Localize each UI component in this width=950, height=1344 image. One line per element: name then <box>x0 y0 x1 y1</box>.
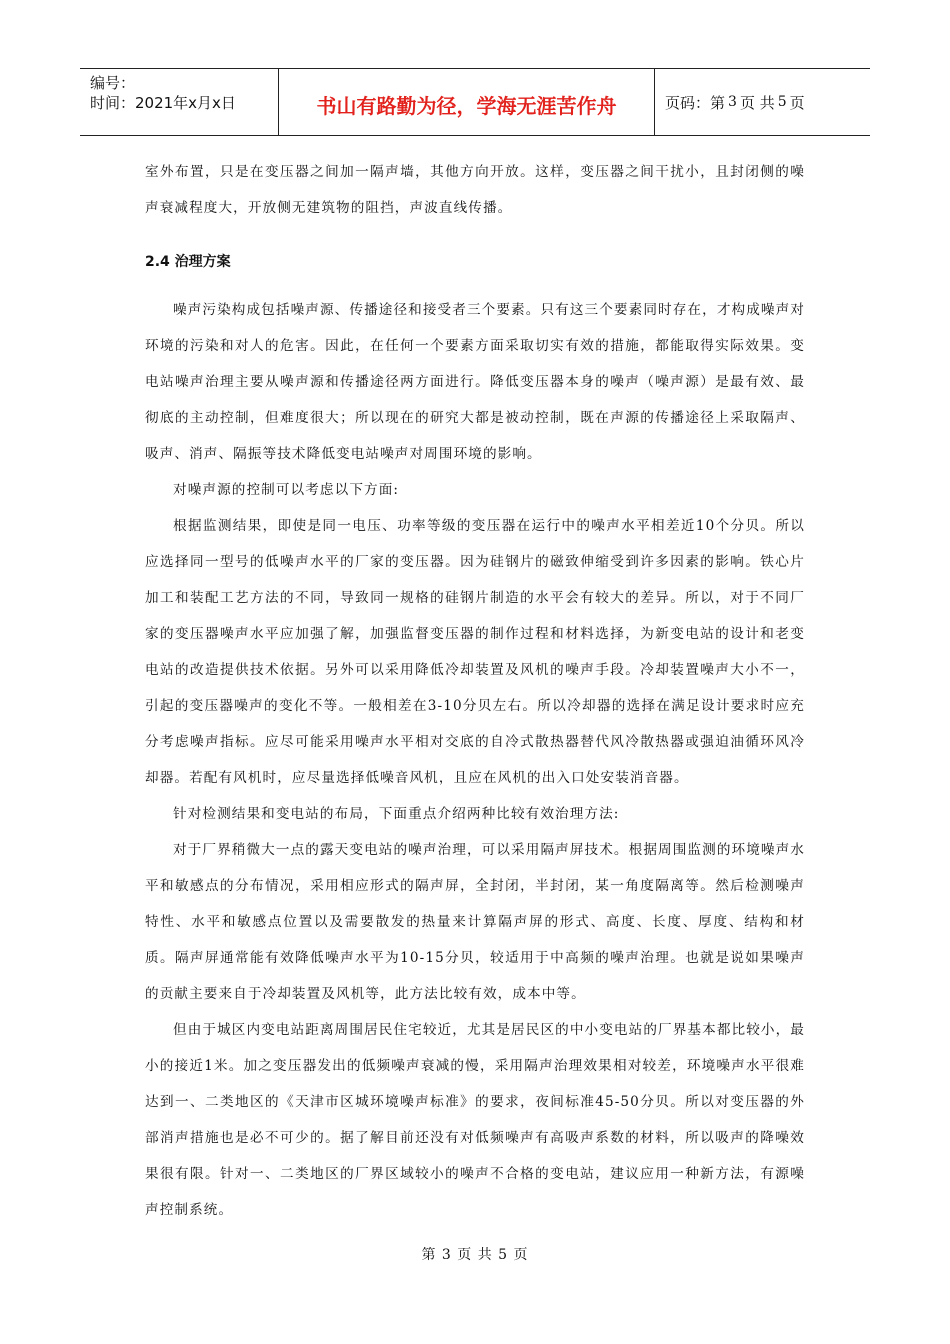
paragraph-noise-elements: 噪声污染构成包括噪声源、传播途径和接受者三个要素。只有这三个要素同时存在，才构成噪声对环境的污染和对人的危害。因此，在任何一个要素方面采取切实有效的措施，都能取得实际效果。变电站噪声治理主要从噪声源和传播途径两方面进行。降低变压器本身的噪声（噪声源）是最有效、最彻底的主动控制，但难度很大；所以现在的研究大都是被动控制，既在声源的传播途径上采取隔声、吸声、消声、隔振等技术降低变电站噪声对周围环境的影响。 <box>145 302 805 462</box>
header-page-mid: 页 共 <box>739 93 775 112</box>
header-page-total: 5 <box>777 94 787 110</box>
document-header <box>80 68 870 136</box>
header-page-suffix: 页 <box>789 93 805 112</box>
header-page-prefix: 页码：第 <box>665 93 726 112</box>
intro-paragraph: 室外布置，只是在变压器之间加一隔声墙，其他方向开放。这样，变压器之间干扰小，且封闭侧的噪声衰减程度大，开放侧无建筑物的阻挡，声波直线传播。 <box>145 164 805 216</box>
paragraph-active-noise-control: 但由于城区内变电站距离周围居民住宅较近，尤其是居民区的中小变电站的厂界基本都比较小，最小的接近1米。加之变压器发出的低频噪声衰减的慢，采用隔声治理效果相对较差，环境噪声水平很难达到一、二类地区的《天津市区城环境噪声标准》的要求，夜间标准45-50分贝。所以对变压器的外部消声措施也是必不可少的。据了解目前还没有对低频噪声有高吸声系数的材料，所以吸声的降噪效果很有限。针对一、二类地区的厂界区域较小的噪声不合格的变电站，建议应用一种新方法，有源噪声控制系统。 <box>145 1022 805 1218</box>
header-time-label: 时间：2021年x月x日 <box>90 94 236 112</box>
header-page-number <box>655 69 870 135</box>
header-meta-cell <box>80 69 279 135</box>
paragraph-source-control-intro: 对噪声源的控制可以考虑以下方面: <box>173 482 400 498</box>
section-heading-2-4: 2.4 治理方案 <box>145 254 231 270</box>
header-id-label: 编号： <box>90 74 136 92</box>
paragraph-source-control: 根据监测结果，即使是同一电压、功率等级的变压器在运行中的噪声水平相差近10个分贝。所以应选择同一型号的低噪声水平的厂家的变压器。因为硅钢片的磁致伸缩受到许多因素的影响。铁心片加工和装配工艺方法的不同，导致同一规格的硅钢片制造的水平会有较大的差异。所以，对于不同厂家的变压器噪声水平应加强了解，加强监督变压器的制作过程和材料选择，为新变电站的设计和老变电站的改造提供技术依据。另外可以采用降低冷却装置及风机的噪声手段。冷却装置噪声大小不一，引起的变压器噪声的变化不等。一般相差在3-10分贝左右。所以冷却器的选择在满足设计要求时应充分考虑噪声指标。应尽可能采用噪声水平相对交底的自冷式散热器替代风冷散热器或强迫油循环风冷却器。若配有风机时，应尽量选择低噪音风机，且应在风机的出入口处安装消音器。 <box>145 518 805 786</box>
document-body <box>145 154 805 1228</box>
header-motto: 书山有路勤为径，学海无涯苦作舟 <box>279 69 655 135</box>
paragraph-sound-barrier: 对于厂界稍微大一点的露天变电站的噪声治理，可以采用隔声屏技术。根据周围监测的环境噪声水平和敏感点的分布情况，采用相应形式的隔声屏，全封闭，半封闭，某一角度隔离等。然后检测噪声特性、水平和敏感点位置以及需要散发的热量来计算隔声屏的形式、高度、长度、厚度、结构和材质。隔声屏通常能有效降低噪声水平为10-15分贝，较适用于中高频的噪声治理。也就是说如果噪声的贡献主要来自于冷却装置及风机等，此方法比较有效，成本中等。 <box>145 842 805 1002</box>
page-footer: 第 3 页 共 5 页 <box>421 1247 529 1263</box>
header-page-current: 3 <box>728 94 737 110</box>
paragraph-methods-intro: 针对检测结果和变电站的布局，下面重点介绍两种比较有效治理方法: <box>173 806 620 822</box>
